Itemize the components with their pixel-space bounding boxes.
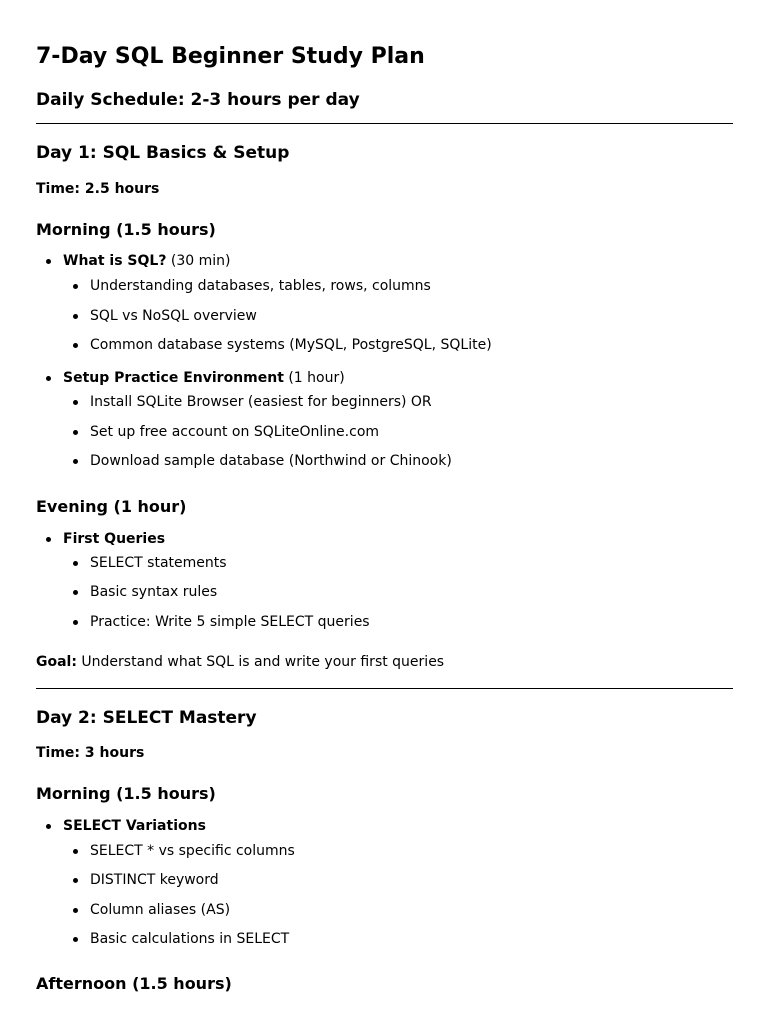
- bullet-icon: [73, 620, 78, 625]
- divider: [36, 123, 733, 124]
- list-item: DISTINCT keyword: [90, 872, 219, 888]
- list-item: Column aliases (AS): [90, 902, 231, 918]
- bullet-icon: [73, 284, 78, 289]
- bullet-icon: [73, 590, 78, 595]
- day2-afternoon-heading: Afternoon (1.5 hours): [36, 974, 232, 993]
- list-item: SELECT Variations: [63, 818, 206, 834]
- list-item: Download sample database (Northwind or Chinook): [90, 453, 452, 469]
- list-item: What is SQL? (30 min): [63, 253, 231, 269]
- bullet-icon: [73, 459, 78, 464]
- bullet-icon: [46, 537, 51, 542]
- bullet-icon: [73, 314, 78, 319]
- bullet-icon: [46, 824, 51, 829]
- bullet-icon: [73, 430, 78, 435]
- day1-heading: Day 1: SQL Basics & Setup: [36, 143, 290, 163]
- schedule-heading: Daily Schedule: 2-3 hours per day: [36, 90, 360, 110]
- bullet-icon: [73, 343, 78, 348]
- list-item: First Queries: [63, 531, 166, 547]
- list-item: SELECT statements: [90, 555, 227, 571]
- day1-evening-heading: Evening (1 hour): [36, 497, 187, 516]
- list-item: SQL vs NoSQL overview: [90, 308, 257, 324]
- list-item: Basic syntax rules: [90, 584, 218, 600]
- list-item: Install SQLite Browser (easiest for beginners) OR: [90, 394, 432, 410]
- day1-morning-heading: Morning (1.5 hours): [36, 220, 216, 239]
- day1-time: Time: 2.5 hours: [36, 181, 160, 197]
- bullet-icon: [46, 376, 51, 381]
- day2-morning-heading: Morning (1.5 hours): [36, 784, 216, 803]
- list-item: Set up free account on SQLiteOnline.com: [90, 424, 380, 440]
- bullet-icon: [73, 937, 78, 942]
- divider: [36, 688, 733, 689]
- day1-goal: Goal: Understand what SQL is and write your first queries: [36, 654, 445, 670]
- bullet-icon: [73, 908, 78, 913]
- bullet-icon: [73, 878, 78, 883]
- bullet-icon: [73, 400, 78, 405]
- day2-heading: Day 2: SELECT Mastery: [36, 708, 257, 728]
- bullet-icon: [73, 561, 78, 566]
- bullet-icon: [46, 259, 51, 264]
- list-item: Common database systems (MySQL, PostgreSQL, SQLite): [90, 337, 492, 353]
- day2-time: Time: 3 hours: [36, 745, 145, 761]
- list-item: Practice: Write 5 simple SELECT queries: [90, 614, 370, 630]
- page-title: 7-Day SQL Beginner Study Plan: [36, 44, 425, 69]
- list-item: Basic calculations in SELECT: [90, 931, 290, 947]
- list-item: Understanding databases, tables, rows, columns: [90, 278, 431, 294]
- list-item: SELECT * vs specific columns: [90, 843, 295, 859]
- list-item: Setup Practice Environment (1 hour): [63, 370, 345, 386]
- bullet-icon: [73, 849, 78, 854]
